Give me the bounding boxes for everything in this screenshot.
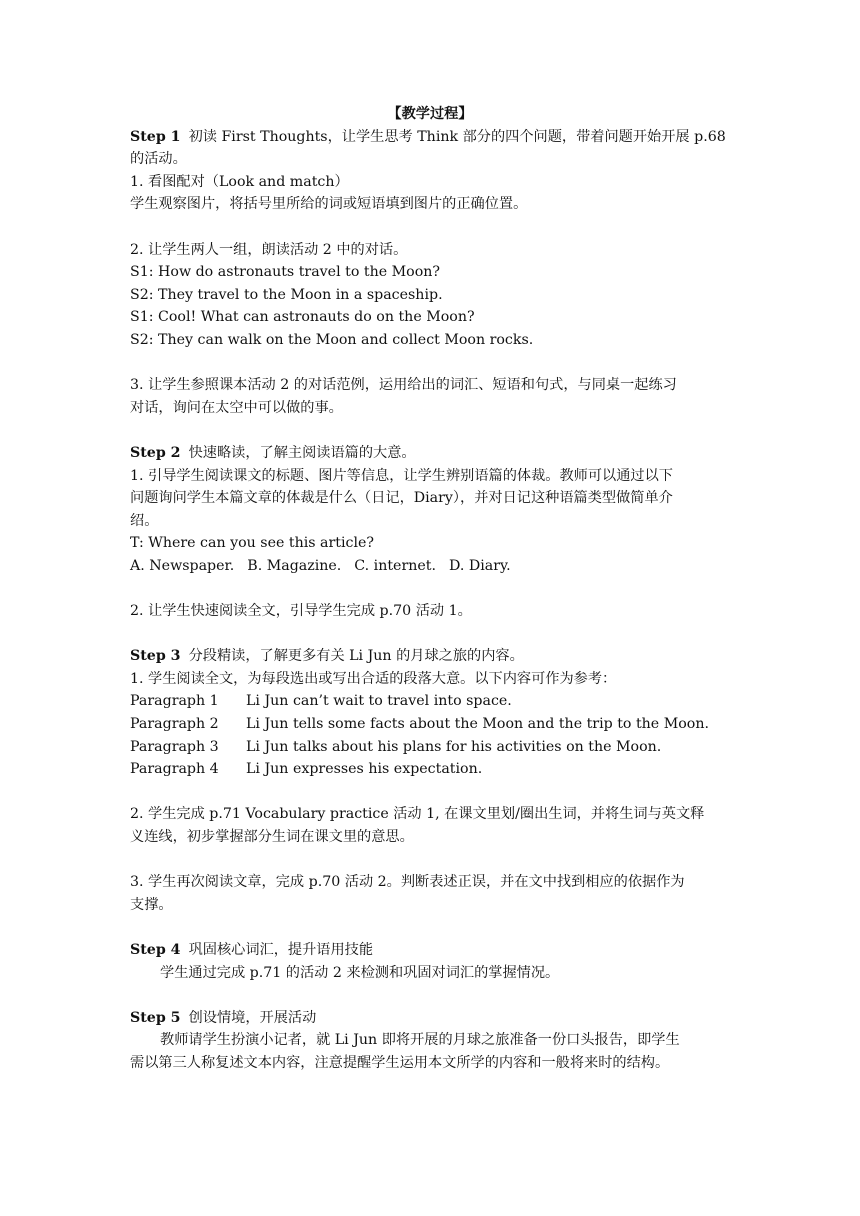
step5-heading	[130, 1007, 730, 1030]
step2-item1-cont: 问题询问学生本篇文章的体裁是什么（日记，Diary），并对日记这种语篇类型做简单介	[130, 490, 673, 507]
paragraph-row	[130, 758, 730, 781]
dialog-line: S2: They travel to the Moon in a spaceship.	[130, 286, 443, 303]
paragraph-summary: Li Jun talks about his plans for his activities on the Moon.	[246, 738, 662, 755]
step3-item2-cont: 义连线，初步掌握部分生词在课文里的意思。	[130, 829, 414, 845]
step4-intro: 巩固核心词汇，提升语用技能	[188, 941, 374, 958]
step2-intro: 快速略读，了解主阅读语篇的大意。	[188, 444, 416, 461]
paragraph-label: Paragraph 3	[130, 738, 219, 755]
step5-intro: 创设情境，开展活动	[188, 1009, 317, 1026]
step-label: Step 5	[130, 1009, 181, 1026]
step4-text: 学生通过完成 p.71 的活动 2 来检测和巩固对词汇的掌握情况。	[160, 964, 560, 981]
step2-item1: 1. 引导学生阅读课文的标题、图片等信息，让学生辨别语篇的体裁。教师可以通过以下	[130, 467, 673, 484]
step1-item3-cont: 对话，询问在太空中可以做的事。	[130, 399, 343, 416]
paragraph-row	[130, 736, 730, 759]
step2-item1-cont: 绍。	[130, 512, 159, 529]
step2-item2: 2. 让学生快速阅读全文，引导学生完成 p.70 活动 1。	[130, 603, 472, 620]
step1-intro: 初读 First Thoughts，让学生思考 Think 部分的四个问题，带着问题开始开展 p.68	[188, 128, 726, 145]
step-label: Step 2	[130, 444, 181, 461]
dialog-line: S2: They can walk on the Moon and collect Moon rocks.	[130, 331, 534, 348]
paragraph-row	[130, 690, 730, 713]
step3-item1: 1. 学生阅读全文，为每段选出或写出合适的段落大意。以下内容可作为参考：	[130, 670, 617, 687]
step5-text: 教师请学生扮演小记者，就 Li Jun 即将开展的月球之旅准备一份口头报告，即学生	[160, 1032, 680, 1049]
step-label: Step 3	[130, 648, 181, 665]
dialog-line: S1: Cool! What can astronauts do on the Moon?	[130, 309, 475, 326]
step1-item1-title: 1. 看图配对（Look and match）	[130, 173, 349, 190]
option: B. Magazine.	[247, 557, 342, 574]
step1-item3: 3. 让学生参照课本活动 2 的对话范例，运用给出的词汇、短语和句式，与同桌一起练习	[130, 377, 677, 394]
answer-options	[130, 555, 730, 578]
step4-heading	[130, 939, 730, 962]
step3-item3: 3. 学生再次阅读文章，完成 p.70 活动 2。判断表述正误，并在文中找到相应的依据作为	[130, 874, 685, 891]
step1-heading	[130, 126, 730, 149]
teacher-question: T: Where can you see this article?	[130, 535, 375, 552]
step1-item1-text: 学生观察图片，将括号里所给的词或短语填到图片的正确位置。	[130, 196, 528, 213]
paragraph-summary: Li Jun expresses his expectation.	[246, 761, 483, 778]
step2-heading	[130, 442, 730, 465]
dialog-line: S1: How do astronauts travel to the Moon?	[130, 264, 440, 281]
section-title: 【教学过程】	[387, 106, 473, 122]
step3-item2: 2. 学生完成 p.71 Vocabulary practice 活动 1, 在课文里划/圈出生词，并将生词与英文释	[130, 806, 705, 823]
paragraph-label: Paragraph 1	[130, 693, 219, 710]
option: C. internet.	[354, 557, 436, 574]
step-label: Step 4	[130, 941, 181, 958]
step3-intro: 分段精读，了解更多有关 Li Jun 的月球之旅的内容。	[188, 648, 524, 665]
paragraph-summary: Li Jun can’t wait to travel into space.	[246, 693, 512, 710]
step3-heading	[130, 645, 730, 668]
option: D. Diary.	[448, 557, 511, 574]
lesson-content	[130, 103, 730, 1075]
option: A. Newspaper.	[130, 557, 235, 574]
step1-intro-cont: 的活动。	[130, 151, 187, 168]
step-label: Step 1	[130, 128, 181, 145]
paragraph-row	[130, 713, 730, 736]
step1-item2-title: 2. 让学生两人一组，朗读活动 2 中的对话。	[130, 241, 408, 258]
paragraph-label: Paragraph 4	[130, 761, 219, 778]
paragraph-summary: Li Jun tells some facts about the Moon and the trip to the Moon.	[246, 716, 709, 733]
paragraph-label: Paragraph 2	[130, 716, 219, 733]
step5-text-cont: 需以第三人称复述文本内容，注意提醒学生运用本文所学的内容和一般将来时的结构。	[130, 1054, 670, 1071]
step3-item3-cont: 支撑。	[130, 896, 173, 913]
